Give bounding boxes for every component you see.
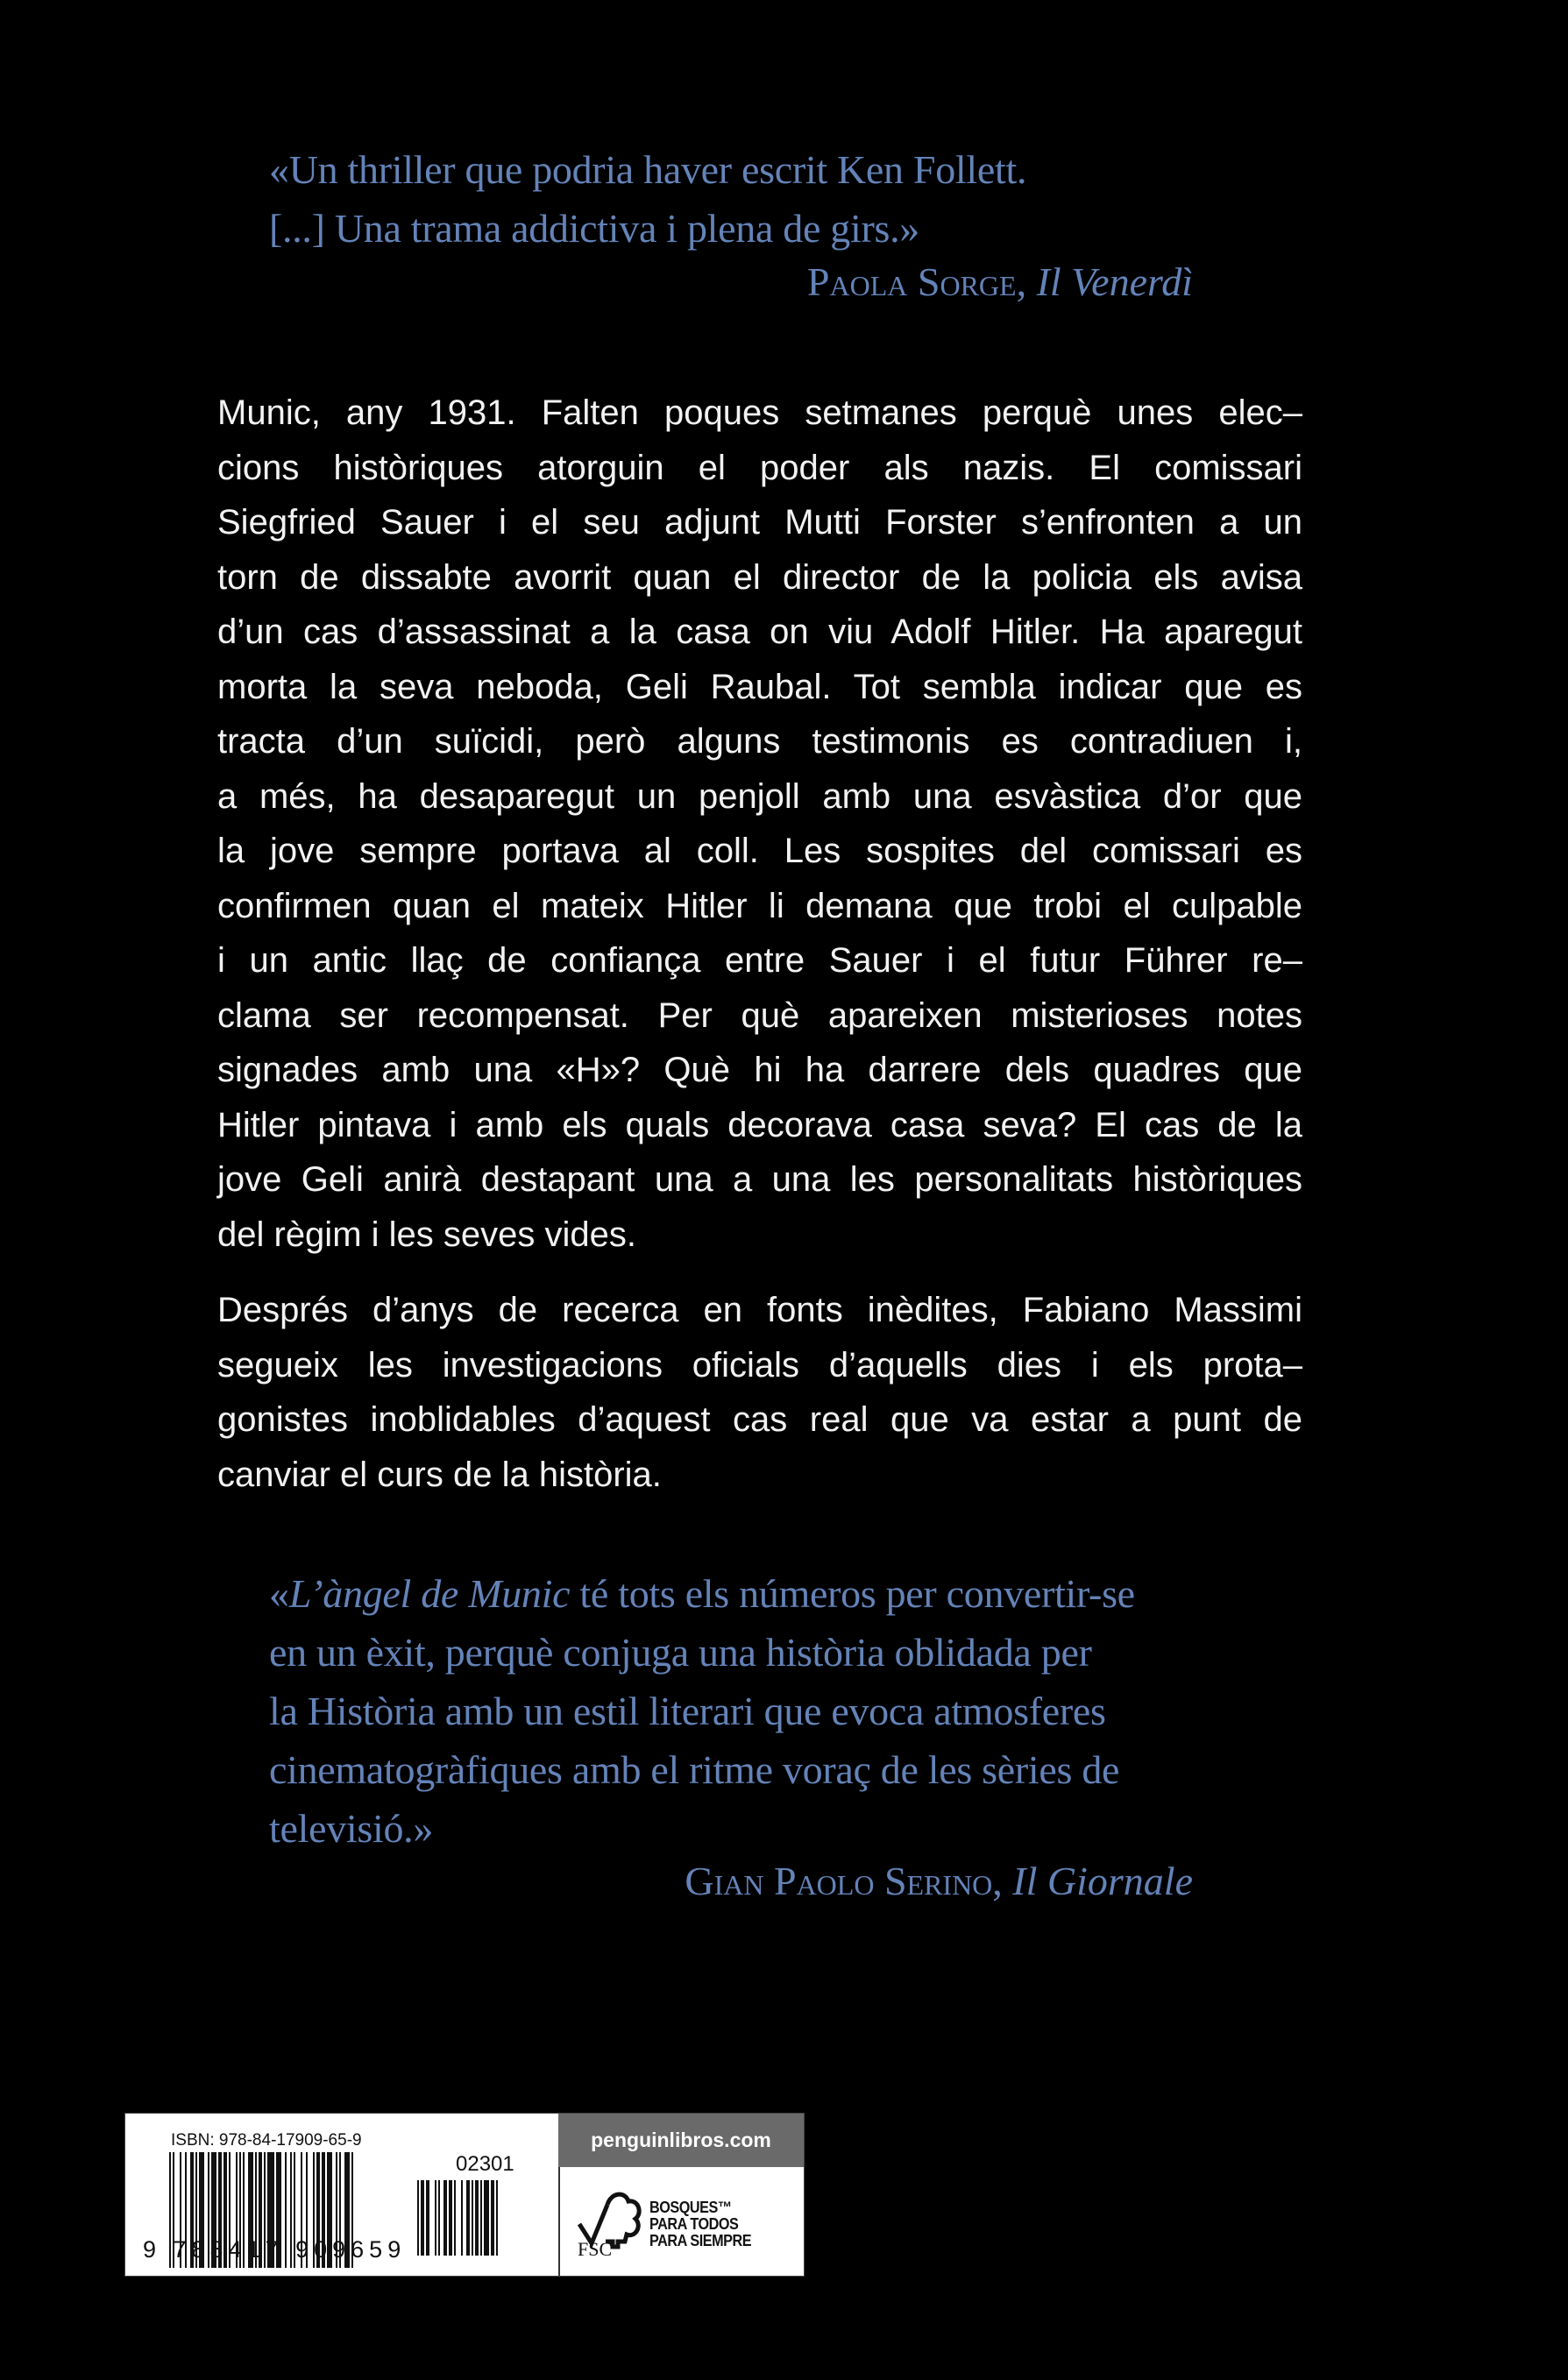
barcode-label (124, 2113, 805, 2277)
barcode-digits: 9 788417 909659 (143, 2236, 407, 2263)
bottom-quote-attribution (685, 1858, 1193, 1904)
blurb-line: Hitler pintava i amb els quals decorava casa seva? El cas de la (217, 1105, 1302, 1144)
blurb-line: Després d’anys de recerca en fonts inèdites, Fabiano Massimi (217, 1291, 1302, 1329)
blurb-paragraph (217, 1283, 1302, 1502)
fsc-slogan (649, 2199, 751, 2249)
fsc-label: FSC (578, 2238, 613, 2260)
blurb-line: i un antic llaç de confiança entre Sauer i el futur Führer re– (217, 941, 1302, 980)
blurb-line: Munic, any 1931. Falten poques setmanes perquè unes elec– (217, 393, 1302, 432)
blurb-line: canviar el curs de la història. (217, 1455, 662, 1494)
addon-code: 02301 (456, 2152, 514, 2176)
addon-barcode (417, 2180, 500, 2256)
quote-line (269, 1564, 1135, 1623)
book-title: L’àngel de Munic (288, 1571, 571, 1616)
slogan-line: PARA SIEMPRE (649, 2232, 752, 2249)
blurb-line: cions històriques atorguin el poder als nazis. El comissari (217, 448, 1302, 487)
blurb-paragraph (217, 386, 1302, 1262)
blurb-line: Siegfried Sauer i el seu adjunt Mutti Forster s’enfronten a un (217, 503, 1302, 542)
publisher-panel (558, 2114, 804, 2276)
attribution-source: Il Venerdì (1036, 259, 1193, 304)
slogan-line: BOSQUES™ (649, 2199, 732, 2216)
quote-line: en un èxit, perquè conjuga una història oblidada per (269, 1630, 1092, 1675)
blurb-line: la jove sempre portava al coll. Les sospites del comissari es (217, 832, 1302, 870)
barcode-bar (498, 2180, 500, 2256)
top-quote-attribution (807, 259, 1193, 305)
quote-line: [...] Una trama addictiva i plena de girs.» (269, 206, 919, 251)
blurb-line: jove Geli anirà destapant una a una les personalitats històriques (217, 1160, 1302, 1199)
bottom-quote (269, 1564, 1135, 1858)
quote-text: té tots els números per convertir-se (570, 1571, 1135, 1616)
website-banner: penguinlibros.com (558, 2114, 804, 2167)
blurb-line: morta la seva neboda, Geli Raubal. Tot sembla indicar que es (217, 667, 1302, 706)
blurb-line: torn de dissabte avorrit quan el director de la policia els avisa (217, 557, 1302, 597)
barcode-area (125, 2114, 560, 2276)
quote-line: cinematogràfiques amb el ritme voraç de les sèries de (269, 1747, 1120, 1792)
blurb-line: clama ser recompensat. Per què apareixen misterioses notes (217, 995, 1302, 1035)
slogan-line: PARA TODOS (649, 2215, 739, 2233)
quote-open: « (269, 1571, 289, 1616)
blurb-line: del règim i les seves vides. (217, 1215, 636, 1254)
blurb-line: confirmen quan el mateix Hitler li demana que trobi el culpable (217, 886, 1302, 925)
attribution-author: Gian Paolo Serino, (685, 1859, 1003, 1903)
blurb-line: gonistes inoblidables d’aquest cas real que va estar a punt de (217, 1400, 1302, 1439)
quote-line: televisió.» (269, 1806, 434, 1851)
top-quote (269, 140, 1026, 258)
quote-line: «Un thriller que podria haver escrit Ken Follett. (269, 147, 1027, 192)
blurb-line: tracta d’un suïcidi, però alguns testimonis es contradiuen i, (217, 722, 1302, 761)
blurb-line: signades amb una «H»? Què hi ha darrere dels quadres que (217, 1051, 1302, 1089)
quote-line: la Història amb un estil literari que evoca atmosferes (269, 1689, 1106, 1733)
attribution-source: Il Giornale (1012, 1859, 1193, 1903)
attribution-author: Paola Sorge, (806, 259, 1027, 304)
blurb-text (217, 386, 1302, 1502)
blurb-line: segueix les investigacions oficials d’aquells dies i els prota– (217, 1345, 1302, 1385)
blurb-line: a més, ha desaparegut un penjoll amb una esvàstica d’or que (217, 776, 1302, 816)
blurb-line: d’un cas d’assassinat a la casa on viu Adolf Hitler. Ha aparegut (217, 613, 1302, 651)
isbn-text: ISBN: 978-84-17909-65-9 (171, 2131, 362, 2150)
